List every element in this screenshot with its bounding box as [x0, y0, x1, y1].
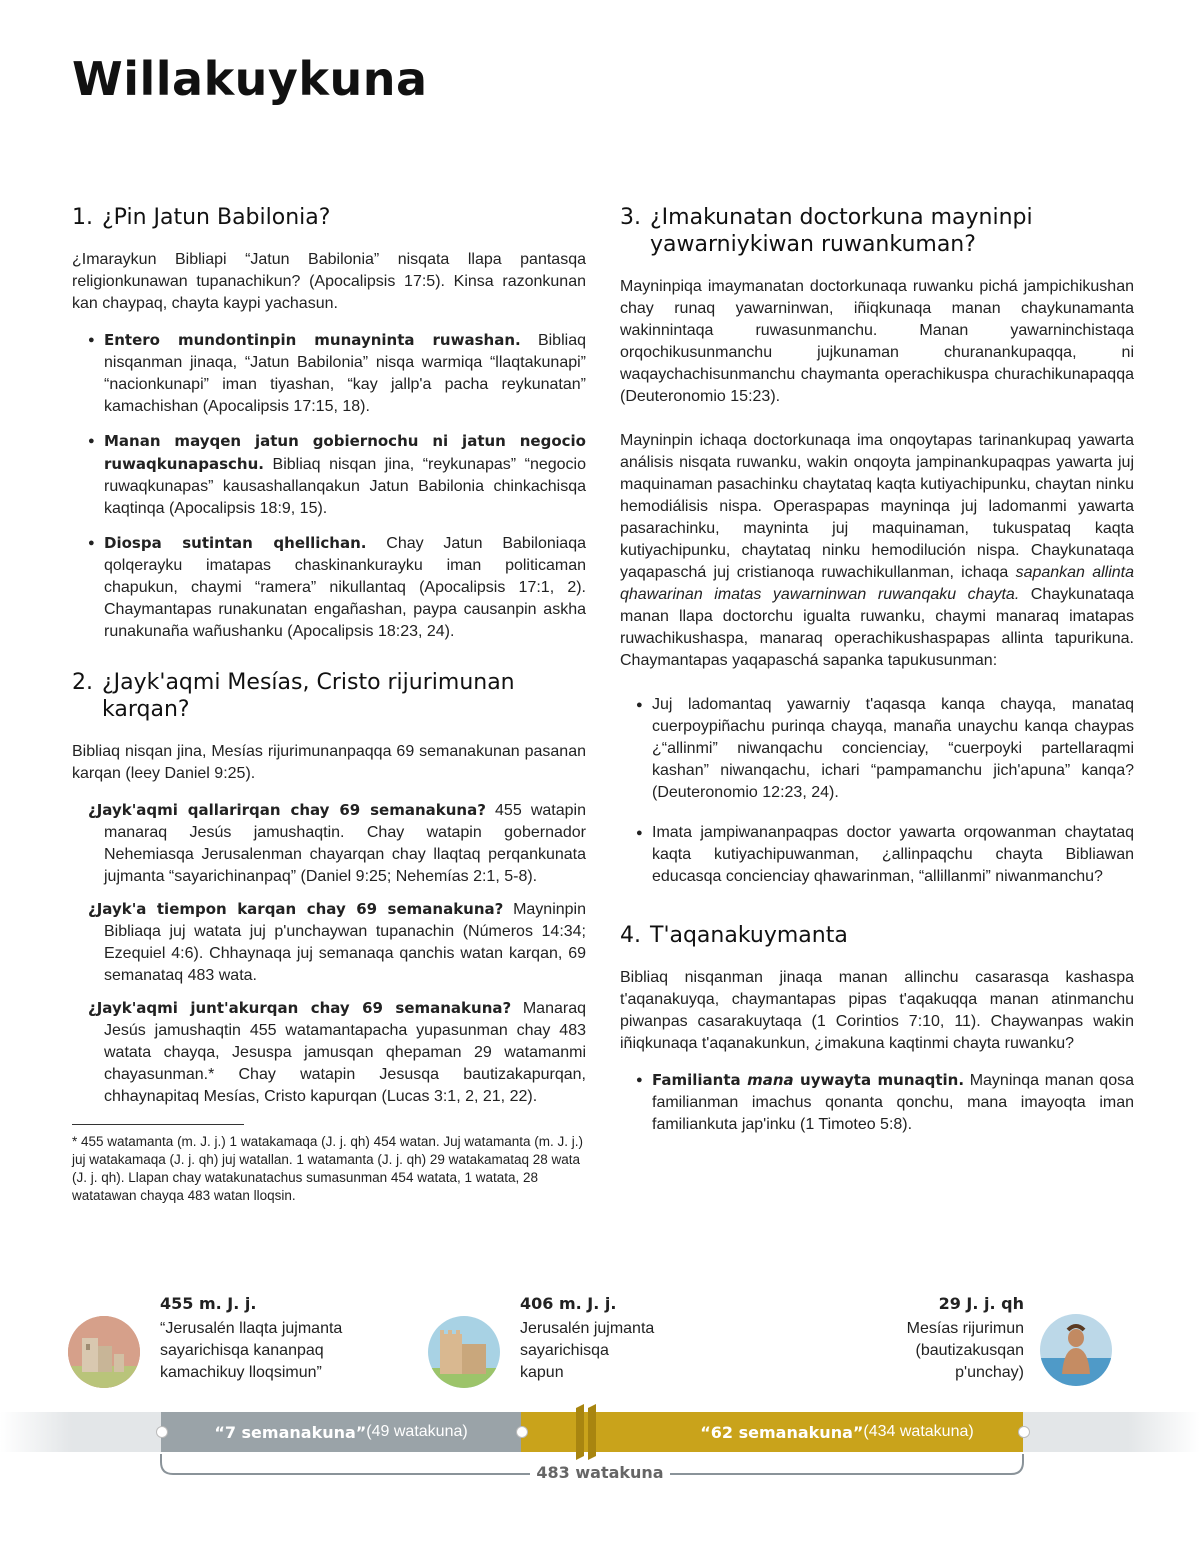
right-column	[620, 204, 1134, 1154]
event-2-date: 406 m. J. j.	[520, 1294, 617, 1313]
footnote: * 455 watamanta (m. J. j.) 1 watakamaqa (J. j. qh) 454 watan. Juj watamanta (m. J. j.) juj watakamaqa (J. j. qh) juj watallan. 1 watamanta (J. j. qh) 29 watakamataq 28 wata (J. j. qh). Llapan chay watakunatachus sumasunman 454 watata, 1 watata, 28 watatawan chayqa 483 watan lloqsin.	[72, 1134, 583, 1203]
footnote-divider	[72, 1124, 244, 1125]
section-2-heading: 2. ¿Jayk'aqmi Mesías, Cristo rijurimunan karqan?	[72, 670, 515, 722]
event-1-description: “Jerusalén llaqta jujmanta sayarichisqa kananpaq kamachikuy lloqsimun”	[160, 1320, 343, 1381]
section-1-bullets	[72, 329, 586, 643]
list-item: ● Diospa sutintan qhellichan. Chay Jatun Babiloniaqa qolqerayku imatapas chaskinankurayku iman politicaman chapukun, chaymi “ramera” nikullantaq (Apocalipsis 17:1, 2). Chaymantapas runakunatan engañashan, paypa causanpin askha runakunaña wañushanku (Apocalipsis 18:23, 24).	[72, 532, 586, 643]
list-item: ● Familianta mana uywayta munaqtin. Mayninqa manan qosa familianman imachus qonanta qonchu, mana imayoqta iman familiankuta jap'inku (1 Timoteo 5:8).	[620, 1069, 1134, 1136]
timeline-point-406	[516, 1426, 528, 1438]
list-item: ● Manan mayqen jatun gobiernochu ni jatun negocio ruwaqkunapaschu. Bibliaq nisqan jina, “reykunapas” “negocio ruwaqkunapas” kausashallanqakun Jatun Babilonia chinkachisqa kaqtinqa (Apocalipsis 18:9, 15).	[72, 430, 586, 520]
total-years-label: 483 watakuna	[530, 1463, 670, 1482]
list-item: ● Entero mundontinpin munayninta ruwashan. Bibliaq nisqanman jinaqa, “Jatun Babilonia” nisqa warmiqa “llaqtakunapi” “nacionkunapi” iman tiyashan, “kay jallp'a pacha reykunatan” kamachishan (Apocalipsis 17:15, 18).	[72, 329, 586, 418]
section-2-questions	[72, 799, 586, 1108]
section-2-intro: Bibliaq nisqan jina, Mesías rijurimunanpaqqa 69 semanakunan pasanan karqan (leey Daniel 9:25).	[72, 743, 586, 782]
event-3-date: 29 J. j. qh	[938, 1294, 1024, 1313]
segment-62-weeks: “62 semanakuna” (434 watakuna)	[521, 1412, 1023, 1452]
timeline-point-455	[156, 1426, 168, 1438]
list-item: ● Juj ladomantaq yawarniy t'aqasqa kanqa chayqa, manataq cuerpoypiñachu purinqa chayqa, manaña unaychu kanqa chaypas ¿“allinmi” niwanqachu concienciay, “cuerpoyki partellaraqmi kashan” niwanqachu, ichari “pampamanchu jich'apuna” kanqa? (Deuteronomio 12:23, 24).	[620, 694, 1134, 804]
section-3-paragraph-1: Mayninpiqa imaymanatan doctorkunaqa ruwanku pichá jampichikushan chay runaq yawarninwan, iñiqkunaqa manan chaykunamanta wakinnintaqa ruwasunmanchu. Manan yawarninchistaqa orqochikusunmanchu jujkunaman churanankupaqqa, ni waqaychachisunmanchu chaymanta operachikuspa churachikunapaqqa (Deuteronomio 15:23).	[620, 278, 1134, 405]
break-marker-icon	[572, 1404, 602, 1460]
section-3-bullets	[620, 694, 1134, 888]
rebuilt-city-illustration	[428, 1316, 500, 1388]
list-item: ¿Jayk'a tiempon karqan chay 69 semanakuna? Mayninpin Bibliaqa juj watata juj p'unchaywan tupanachin (Números 14:34; Ezequiel 4:6). Chhaynaqa juj semanaqa qanchis watan karqan, 69 semanataq 483 wata.	[88, 900, 587, 984]
section-4-bullets	[620, 1069, 1134, 1136]
section-4-paragraph: Bibliaq nisqanman jinaqa manan allinchu casarasqa kashaspa t'aqanakuyqa, chaymantapas pipas t'aqakuqqa manan atinmanchu piwanpas casarakuytaqa (1 Corintios 7:10, 11). Chaywanpas wakin iñiqkunaqa t'aqanakunkun, ¿imakuna kaqtinmi chayta ruwanku?	[620, 969, 1134, 1052]
event-3-description: Mesías rijurimun (bautizakusqan p'unchay)	[906, 1320, 1024, 1381]
left-column	[72, 204, 586, 1205]
section-3-heading: 3. ¿Imakunatan doctorkuna mayninpi yawarniykiwan ruwankuman?	[620, 205, 1033, 257]
list-item: ¿Jayk'aqmi qallarirqan chay 69 semanakuna? 455 watapin manaraq Jesús jamushaqtin. Chay watapin gobernador Nehemiasqa Jerusalenman chayarqan chay llaqtaq perqankunata jujmanta “sayarichinanpaq” (Daniel 9:25; Nehemías 2:1, 5-8).	[88, 801, 586, 885]
section-3-paragraph-2: Mayninpin ichaqa doctorkunaqa ima onqoytapas tarinankupaq yawarta análisis nisqata ruwanku, wakin onqoyta jampinankupaqpas yawarta juj maquinaman pasachinku chaytataq kaqta kutiyachipunku, chaytan ninku hemodiálisis nispa. Operaspapas mayninqa juj ladomanmi yawarta pasarachinku, mayninta juj maquinaman, tukuspataq kaqta kutiyachipunku, chaytataq ninku hemodilución nispa. Chaykunataqa yaqapaschá juj cristianoqa ruwachikullanman, ichaqa sapankan allinta qhawarinan imatas yawarninwan ruwanqaku chayta. Chaykunataqa manan llapa doctorchu igualta ruwanku, chaymi manaraq imatapas ruwachikushaspa, manaraq operachikushaspapas allinta tapurikuna. Chaymantapas yaqapaschá sapanka tapukusunman:	[620, 432, 1135, 669]
ruined-city-illustration	[68, 1316, 140, 1388]
list-item: ● Imata jampiwananpaqpas doctor yawarta orqowanman chaytataq kaqta kutiyachipuwanman, ¿allinpaqchu chayta Bibliawan educasqa concienciay qhawarinman, “allillanmi” niwanmanchu?	[620, 822, 1134, 888]
baptism-illustration	[1040, 1314, 1112, 1386]
page-title: Willakuykuna	[72, 52, 428, 106]
section-1-intro: ¿Imaraykun Bibliapi “Jatun Babilonia” nisqata llapa pantasqa religionkunawan tupanachikun? (Apocalipsis 17:5). Kinsa razonkunan kan chaypaq, chayta kaypi yachasun.	[72, 251, 586, 312]
section-1-heading: 1. ¿Pin Jatun Babilonia?	[72, 205, 331, 230]
segment-7-weeks: “7 semanakuna” (49 watakuna)	[161, 1412, 521, 1452]
list-item: ¿Jayk'aqmi junt'akurqan chay 69 semanakuna? Manaraq Jesús jamushaqtin 455 watamantapacha yupasunman chay 483 watata chayqa, Jesuspa jamusqan qhepaman 29 watamanmi chayasunman.* Chay watapin Jesusqa bautizakapurqan, chhaynapitaq Mesías, Cristo kapurqan (Lucas 3:1, 2, 21, 22).	[88, 999, 586, 1105]
timeline	[0, 1290, 1200, 1543]
section-4-heading: 4. T'aqanakuymanta	[620, 923, 848, 948]
event-2-description: Jerusalén jujmanta sayarichisqa kapun	[520, 1320, 655, 1381]
event-1-date: 455 m. J. j.	[160, 1294, 257, 1313]
timeline-point-29	[1018, 1426, 1030, 1438]
